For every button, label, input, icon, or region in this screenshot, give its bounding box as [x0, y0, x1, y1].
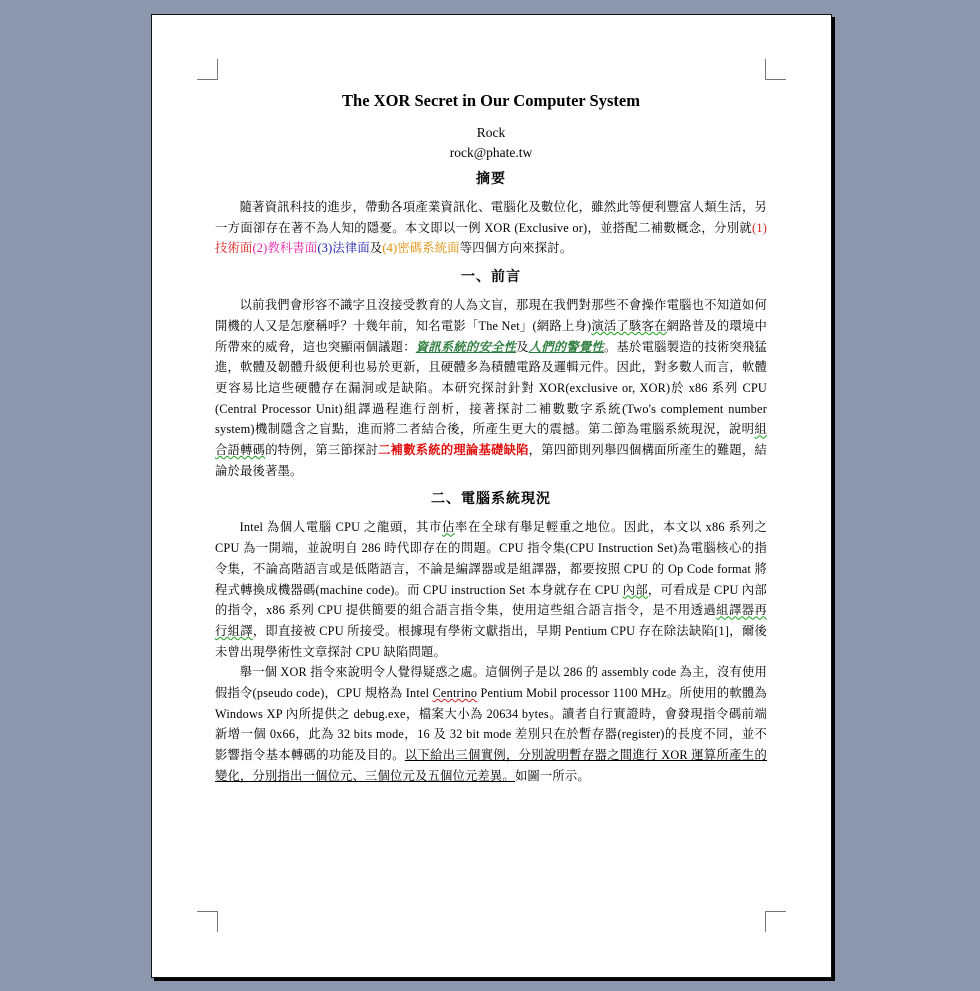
s1-text-3: 及 [516, 339, 529, 354]
s1-text-5: 的特例，第三節探討 [265, 443, 379, 458]
s1-emphasis-awareness: 人們的警覺性 [528, 339, 604, 354]
abstract-paragraph [215, 197, 767, 259]
crop-mark-bottom-left [197, 911, 218, 932]
s1-grammar-mark-1: 演活了駭客在 [591, 318, 667, 333]
s2a-text-2: 率在全球有舉足輕重之地位。因此，本文以 x86 系列之 CPU 為一開端，並說明自 286 時代即存在的問題。CPU 指令集(CPU Instruction Set)為電腦核心的指令集，不論高階語言或是低階語言，不論是編譯器或是組譯器，都要按照 CPU 的 Op Code format 將程式轉換成機器碼(machine code)。而 CPU instruction Set 本身就存在 CPU [215, 520, 767, 597]
s2a-grammar-mark-3: 組譯器再行組譯 [215, 603, 767, 638]
s1-text-6: ，第四節則列舉四個構面所產生的難題，結論於最後著墨。 [215, 443, 767, 478]
author-name: Rock [476, 125, 506, 140]
s2b-spelling-mark: Centrino [432, 686, 478, 701]
abstract-item-legal: (3)法律面 [317, 241, 370, 256]
s1-grammar-mark-2: 組合語轉碼 [215, 422, 767, 458]
abstract-text-end: 等四個方向來探討。 [459, 241, 573, 256]
s1-emphasis-security: 資訊系統的安全性 [415, 339, 517, 354]
crop-mark-top-left [197, 59, 218, 80]
s2a-text-3: ，可看成是 CPU 內部的指令，x86 系列 CPU 提供簡要的組合語言指令集，使用這些組合語言指令，是不用透過 [215, 582, 767, 618]
s2b-text-2: Pentium Mobil processor 1100 MHz。所使用的軟體為 Windows XP 內所提供之 debug.exe，檔案大小為 20634 bytes。讀者自行實證時，會發現指令碼前端新增一個 0x66，此為 32 bits mode，16 及 32 bit mode 差別只在於暫存器(register)的長度不同，並不影響指令基本轉碼的功能及目的。 [215, 686, 767, 763]
document-body[interactable] [215, 91, 767, 787]
s2a-text-4: ，即直接被 CPU 所接受。根據現有學術文獻指出，早期 Pentium CPU 存在除法缺陷[1]，爾後未曾出現學術性文章探討 CPU 缺陷問題。 [215, 623, 767, 659]
s2a-grammar-mark-1: 佔 [441, 520, 455, 535]
section-1-heading: 一、前言 [461, 270, 521, 286]
document-page[interactable] [151, 14, 832, 978]
section-2-paragraph-2 [215, 662, 767, 786]
s2a-grammar-mark-2: 內部 [622, 582, 648, 597]
crop-mark-top-right [765, 59, 786, 80]
s1-text-4: 。基於電腦製造的技術突飛猛進，軟體及韌體升級便利也易於更新，且硬體多為積體電路及邏輯元件。因此，對多數人而言，軟體更容易比這些硬體存在漏洞或是缺陷。本研究探討針對 XOR(exclusive or, XOR)於 x86 系列 CPU (Central Processor Unit)組譯過程進行剖析，接著探討二補數數字系統(Two's complement number system)機制隱含之盲點，進而將二者結合後，所產生更大的震撼。第二節為電腦系統現況，說明 [215, 339, 768, 437]
s1-emphasis-twos-complement: 二補數系統的理論基礎缺陷 [378, 443, 529, 458]
section-1-paragraph [215, 295, 767, 481]
s1-text-2: 網路普及的環境中所帶來的威脅，這也突顯兩個議題： [215, 318, 768, 354]
author-email: rock@phate.tw [449, 145, 533, 160]
section-2-heading: 二、電腦系統現況 [431, 492, 551, 508]
abstract-item-technical: (1)技術面 [215, 220, 767, 256]
s2a-text-1: Intel 為個人電腦 CPU 之龍頭，其市 [239, 520, 442, 535]
section-2-paragraph-1 [215, 517, 767, 662]
abstract-item-crypto: (4)密碼系統面 [382, 241, 460, 256]
crop-mark-bottom-right [765, 911, 786, 932]
abstract-and: 及 [369, 241, 383, 256]
document-title: The XOR Secret in Our Computer System [342, 91, 640, 110]
abstract-item-textbook: (2)教科書面 [252, 241, 318, 256]
s2b-text-1: 舉一個 XOR 指令來說明令人覺得疑惑之處。這個例子是以 286 的 assembly code 為主，沒有使用假指令(pseudo code)，CPU 規格為 Intel [215, 665, 767, 701]
abstract-heading: 摘要 [476, 172, 506, 187]
abstract-text-start: 隨著資訊科技的進步，帶動各項產業資訊化、電腦化及數位化，雖然此等便利豐富人類生活，另一方面卻存在著不為人知的隱憂。本文即以一例 XOR (Exclusive or)，並搭配二補數概念，分別就 [215, 200, 767, 235]
s2b-underlined-text: 以下給出三個實例，分別說明暫存器之間進行 XOR 運算所產生的變化，分別指出一個位元、三個位元及五個位元差異。 [215, 748, 767, 783]
s1-text-1: 以前我們會形容不識字且沒接受教育的人為文盲，那現在我們對那些不會操作電腦也不知道如何開機的人又是怎麼稱呼？十幾年前，知名電影「The Net」(網路上身) [215, 298, 767, 333]
s2b-text-3: 如圖一所示。 [514, 768, 590, 783]
